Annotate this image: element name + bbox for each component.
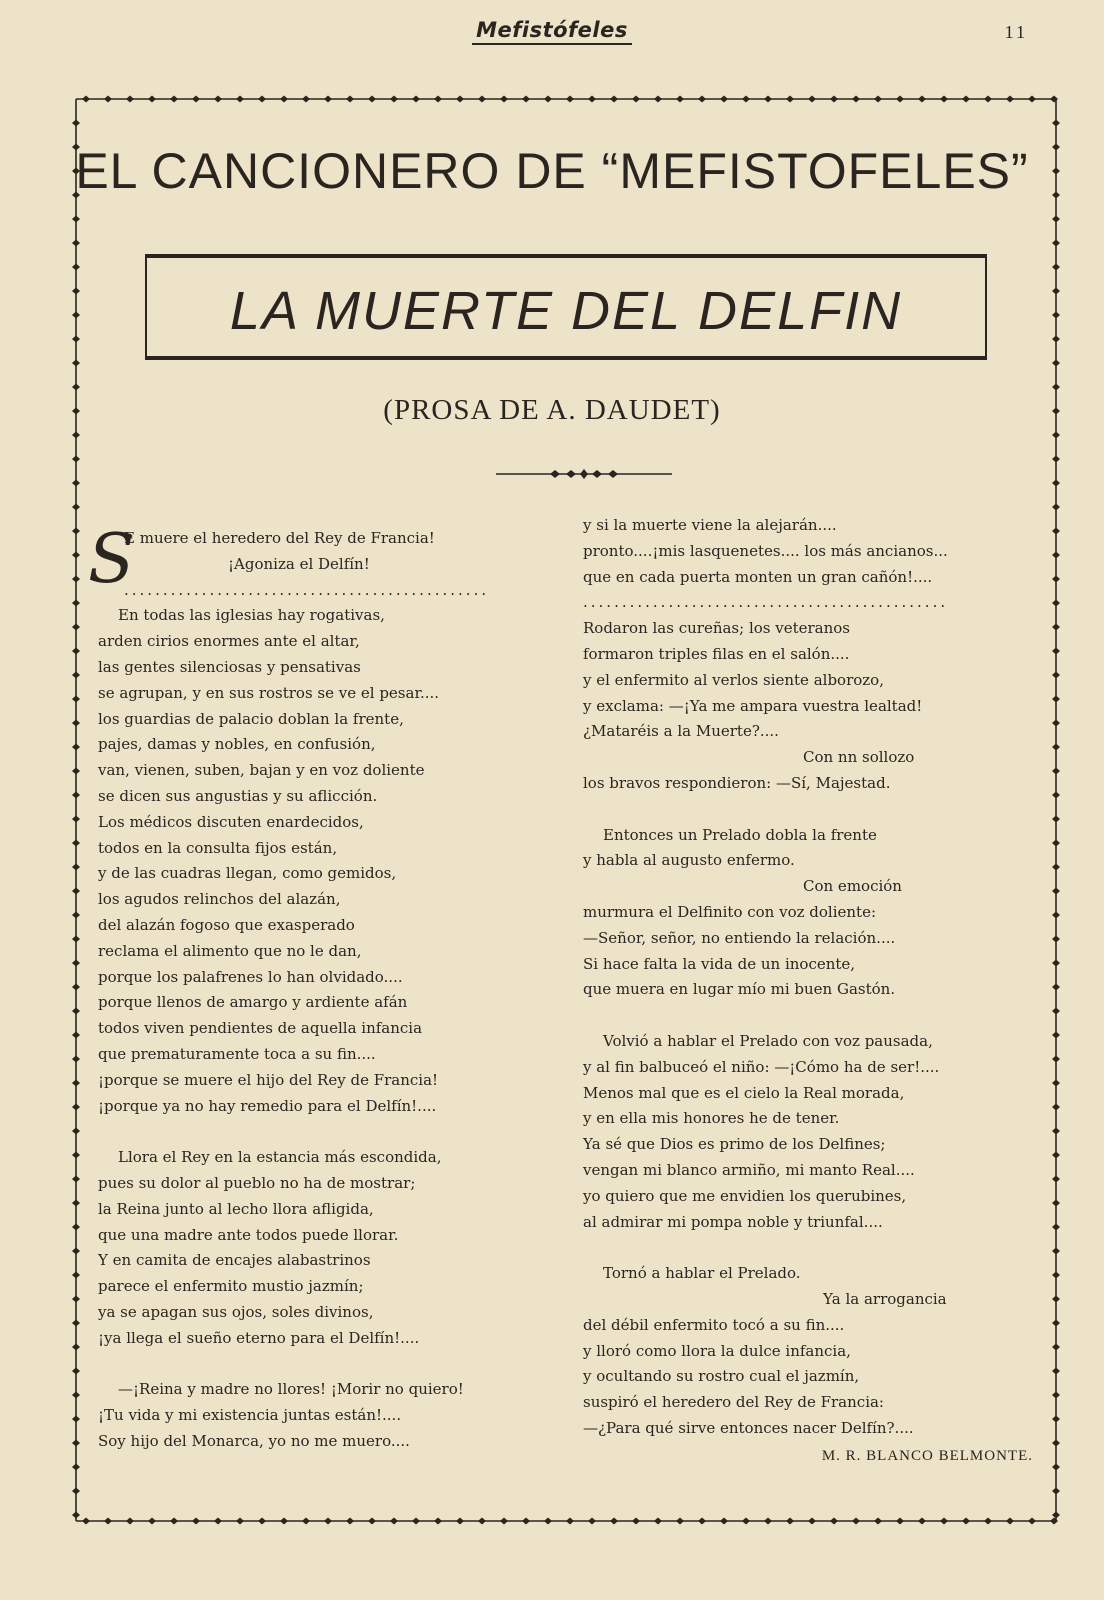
verse-line: Llora el Rey en la estancia más escondida, xyxy=(118,1148,442,1167)
verse-line: Con emoción xyxy=(803,877,902,896)
verse-line: En todas las iglesias hay rogativas, xyxy=(118,606,385,625)
verse-line: ¡Tu vida y mi existencia juntas están!.... xyxy=(98,1406,402,1425)
verse-line: la Reina junto al lecho llora afligida, xyxy=(98,1199,374,1218)
stanza-break xyxy=(583,797,1043,823)
verse-line: Y en camita de encajes alabastrinos xyxy=(98,1251,371,1270)
verse-line: Si hace falta la vida de un inocente, xyxy=(583,954,856,973)
verse-line: —Señor, señor, no entiendo la relación.... xyxy=(583,928,896,947)
running-head xyxy=(0,18,1104,50)
verse-line: todos en la consulta fijos están, xyxy=(98,838,338,857)
verse-line: —¿Para qué sirve entonces nacer Delfín?.... xyxy=(583,1418,914,1437)
verse-line: ............................................... xyxy=(124,580,490,599)
verse-line: Soy hijo del Monarca, yo no me muero.... xyxy=(98,1431,410,1450)
author-signature: M. R. BLANCO BELMONTE. xyxy=(821,1448,1033,1464)
verse-line: se agrupan, y en sus rostros se ve el pesar.... xyxy=(98,683,440,702)
verse-line: E muere el heredero del Rey de Francia! xyxy=(124,529,435,547)
verse-line: los agudos relinchos del alazán, xyxy=(98,890,341,909)
verse-line: ¡ya llega el sueño eterno para el Delfín!.... xyxy=(98,1328,420,1347)
title-box xyxy=(145,254,987,360)
verse-line: murmura el Delfinito con voz doliente: xyxy=(583,902,877,921)
verse-line: que en cada puerta monten un gran cañón!.... xyxy=(583,567,933,586)
verse-line: y en ella mis honores he de tener. xyxy=(583,1109,840,1128)
verse-line: las gentes silenciosas y pensativas xyxy=(98,657,361,676)
stanza-break xyxy=(98,1119,538,1145)
verse-line: y exclama: —¡Ya me ampara vuestra lealtad! xyxy=(583,696,923,715)
verse-line: y el enfermito al verlos siente alborozo, xyxy=(583,670,884,689)
verse-line: Menos mal que es el cielo la Real morada, xyxy=(583,1083,905,1102)
drop-cap: S xyxy=(88,520,135,599)
verse-line: Volvió a hablar el Prelado con voz pausada, xyxy=(603,1031,933,1050)
verse-line: formaron triples filas en el salón.... xyxy=(583,644,850,663)
verse-line: y de las cuadras llegan, como gemidos, xyxy=(98,864,397,883)
verse-line: que muera en lugar mío mi buen Gastón. xyxy=(583,980,896,999)
verse-line: Ya la arrogancia xyxy=(823,1289,947,1308)
page-number: 11 xyxy=(1004,22,1028,42)
verse-line: los guardias de palacio doblan la frente, xyxy=(98,709,404,728)
verse-line: Los médicos discuten enardecidos, xyxy=(98,812,364,831)
verse-line: ¡porque ya no hay remedio para el Delfín!.... xyxy=(98,1096,437,1115)
verse-line: pronto....¡mis lasquenetes.... los más ancianos... xyxy=(583,541,948,560)
verse-line: ¡porque se muere el hijo del Rey de Francia! xyxy=(98,1070,439,1089)
verse-line: pues su dolor al pueblo no ha de mostrar; xyxy=(98,1173,416,1192)
verse-line: reclama el alimento que no le dan, xyxy=(98,941,362,960)
verse-line: del alazán fogoso que exasperado xyxy=(98,915,355,934)
verse-line: suspiró el heredero del Rey de Francia: xyxy=(583,1393,884,1412)
verse-line: pajes, damas y nobles, en confusión, xyxy=(98,735,376,754)
stanza-break xyxy=(583,1235,1043,1261)
verse-line: —¡Reina y madre no llores! ¡Morir no quiero! xyxy=(118,1380,464,1399)
verse-line: parece el enfermito mustio jazmín; xyxy=(98,1277,364,1296)
stanza-break xyxy=(98,1352,538,1378)
verse-line: ¿Mataréis a la Muerte?.... xyxy=(583,722,779,741)
verse-line: y al fin balbuceó el niño: —¡Cómo ha de ser!.... xyxy=(583,1057,940,1076)
verse-line: que una madre ante todos puede llorar. xyxy=(98,1225,399,1244)
verse-line: porque los palafrenes lo han olvidado.... xyxy=(98,967,403,986)
verse-line: los bravos respondieron: —Sí, Majestad. xyxy=(583,773,891,792)
verse-line: Ya sé que Dios es primo de los Delfines; xyxy=(583,1135,886,1154)
verse-line: todos viven pendientes de aquella infancia xyxy=(98,1019,423,1038)
stanza-break xyxy=(583,1003,1043,1029)
verse-line: arden cirios enormes ante el altar, xyxy=(98,632,360,651)
verse-line: ¡Agoniza el Delfín! xyxy=(228,554,370,573)
section-title: EL CANCIONERO DE “MEFISTOFELES” xyxy=(75,143,1029,199)
verse-line: yo quiero que me envidien los querubines, xyxy=(583,1186,907,1205)
verse-line: se dicen sus angustias y su aflicción. xyxy=(98,786,378,805)
poem-right-column xyxy=(583,513,1043,1442)
verse-line: Rodaron las cureñas; los veteranos xyxy=(583,619,850,638)
work-title: LA MUERTE DEL DELFIN xyxy=(229,281,903,341)
poem-left-column xyxy=(98,526,538,1455)
verse-line: Tornó a hablar el Prelado. xyxy=(603,1264,801,1283)
author-credit: (PROSA DE A. DAUDET) xyxy=(383,394,721,426)
verse-line: Con nn sollozo xyxy=(803,748,915,767)
verse-line: y ocultando su rostro cual el jazmín, xyxy=(583,1367,860,1386)
verse-line: porque llenos de amargo y ardiente afán xyxy=(98,993,408,1012)
divider-ornament xyxy=(496,466,672,482)
verse-line: vengan mi blanco armiño, mi manto Real.... xyxy=(583,1160,915,1179)
verse-line: que prematuramente toca a su fin.... xyxy=(98,1044,376,1063)
verse-line: del débil enfermito tocó a su fin.... xyxy=(583,1315,845,1334)
magazine-title: Mefistófeles xyxy=(0,18,1104,42)
verse-line: Entonces un Prelado dobla la frente xyxy=(603,825,877,844)
verse-line: van, vienen, suben, bajan y en voz doliente xyxy=(98,761,425,780)
verse-line: ............................................... xyxy=(583,593,949,612)
verse-line: ya se apagan sus ojos, soles divinos, xyxy=(98,1302,374,1321)
verse-line: y si la muerte viene la alejarán.... xyxy=(583,516,837,534)
verse-line: y lloró como llora la dulce infancia, xyxy=(583,1341,851,1360)
verse-line: al admirar mi pompa noble y triunfal.... xyxy=(583,1212,883,1231)
verse-line: y habla al augusto enfermo. xyxy=(583,851,795,870)
